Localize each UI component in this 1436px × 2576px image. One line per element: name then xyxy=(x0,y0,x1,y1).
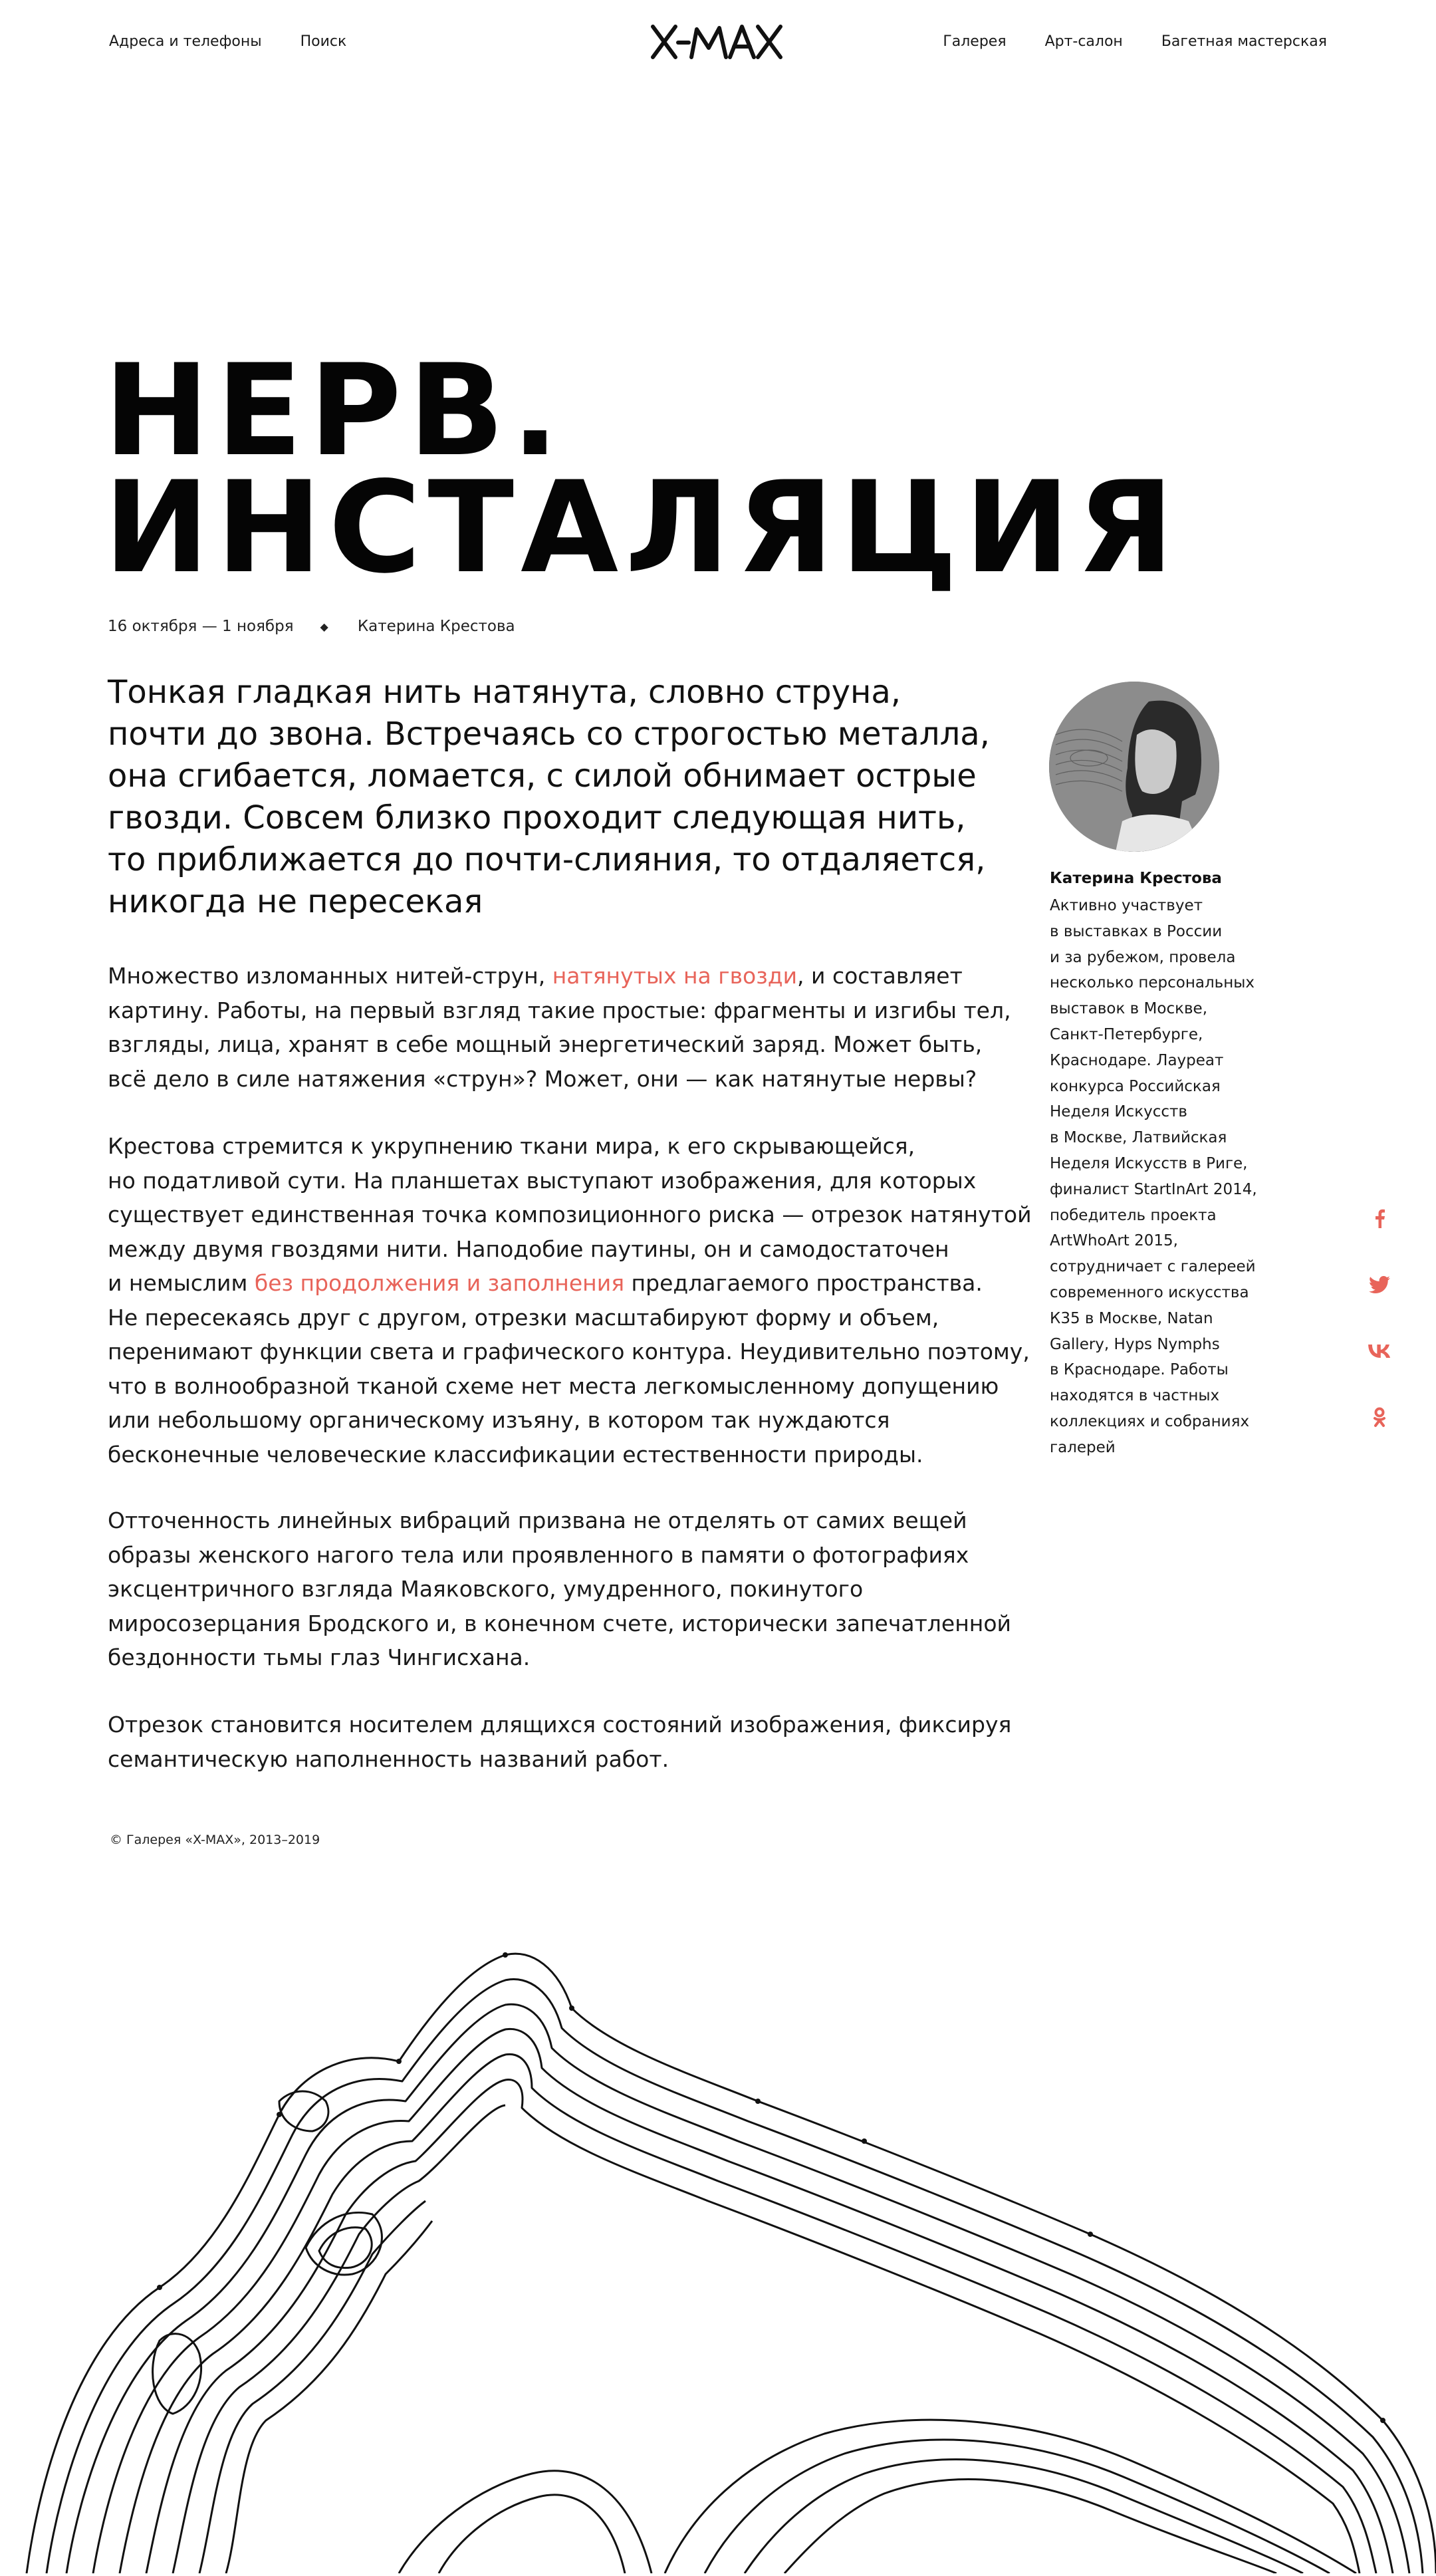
body-line: всё дело в силе натяжения «струн»? Может, они — как натянутые нервы? xyxy=(108,1065,977,1092)
body-line: или небольшому органическому изъяну, в котором так нуждаются xyxy=(108,1407,890,1433)
body-line: бездонности тьмы глаз Чингисхана. xyxy=(108,1644,531,1670)
body-paragraph-4 xyxy=(108,1708,1012,1776)
bio-line: коллекциях и собраниях xyxy=(1050,1412,1250,1430)
body-line: картину. Работы, на первый взгляд такие простые: фрагменты и изгибы тел, xyxy=(108,997,1011,1023)
bio-line: выставок в Москве, xyxy=(1050,1000,1208,1018)
body-line: эксцентричного взгляда Маяковского, умудренного, покинутого xyxy=(108,1576,864,1602)
text-fragment: предлагаемого пространства. xyxy=(624,1270,983,1296)
lead-paragraph xyxy=(108,672,990,923)
bio-line: в выставках в России xyxy=(1050,922,1223,940)
body-line: бесконечные человеческие классификации естественности природы. xyxy=(108,1441,923,1468)
x-max-logo-icon xyxy=(649,20,786,63)
body-paragraph-1 xyxy=(108,959,1011,1096)
body-paragraph-2 xyxy=(108,1129,1032,1472)
text-fragment: и немыслим xyxy=(108,1270,255,1296)
bio-line: конкурса Российская xyxy=(1050,1077,1221,1095)
nav-link-art-salon[interactable]: Арт-салон xyxy=(1044,33,1123,50)
nav-link-search[interactable]: Поиск xyxy=(300,33,347,50)
bio-line: Санкт-Петербурге, xyxy=(1050,1025,1203,1043)
twitter-icon[interactable] xyxy=(1368,1273,1391,1296)
body-line: перенимают функции света и графического контура. Неудивительно поэтому, xyxy=(108,1339,1030,1364)
bio-line: Gallery, Hyps Nymphs xyxy=(1050,1335,1220,1353)
logo[interactable] xyxy=(649,20,786,63)
author-avatar xyxy=(1049,682,1219,852)
author-name: Катерина Крестова xyxy=(1050,870,1222,887)
diamond-bullet-icon: ◆ xyxy=(320,620,328,633)
bio-line: Неделя Искусств в Риге, xyxy=(1050,1154,1248,1172)
bio-line: в Москве, Латвийская xyxy=(1050,1129,1227,1147)
body-line: Отточенность линейных вибраций призвана не отделять от самих вещей xyxy=(108,1507,967,1533)
text-fragment: Множество изломанных нитей-струн, xyxy=(108,963,552,989)
nav-link-addresses[interactable]: Адреса и телефоны xyxy=(109,33,262,50)
lead-line: почти до звона. Встречаясь со строгостью металла, xyxy=(108,715,990,753)
bio-line: финалист StartInArt 2014, xyxy=(1050,1180,1257,1198)
exhibition-dates: 16 октября — 1 ноября xyxy=(108,618,294,635)
nav-left xyxy=(109,33,346,50)
body-paragraph-3 xyxy=(108,1503,1011,1675)
bio-line: сотрудничает с галереей xyxy=(1050,1258,1256,1276)
vk-icon[interactable] xyxy=(1368,1340,1391,1362)
nav-right xyxy=(943,33,1327,50)
body-line: миросозерцания Бродского и, в конечном счете, исторически запечатленной xyxy=(108,1610,1011,1636)
link-without-continuation[interactable]: без продолжения и заполнения xyxy=(254,1270,625,1296)
body-line: семантическую наполненность названий работ. xyxy=(108,1745,669,1772)
body-line: образы женского нагого тела или проявленного в памяти о фотографиях xyxy=(108,1541,969,1568)
facebook-icon[interactable] xyxy=(1368,1207,1391,1229)
bio-line: современного искусства xyxy=(1050,1283,1249,1301)
body-line: взгляды, лица, хранят в себе мощный энергетический заряд. Может быть, xyxy=(108,1031,983,1057)
bio-line: в Краснодаре. Работы xyxy=(1050,1361,1229,1379)
lead-line: никогда не пересекая xyxy=(108,883,483,920)
body-line: но податливой сути. На планшетах выступают изображения, для которых xyxy=(108,1167,977,1194)
bio-line: ArtWhoArt 2015, xyxy=(1050,1232,1178,1250)
nav-link-framing-workshop[interactable]: Багетная мастерская xyxy=(1161,33,1327,50)
link-stretched-on-nails[interactable]: натянутых на гвозди xyxy=(552,963,798,989)
lead-line: она сгибается, ломается, с силой обнимает острые xyxy=(108,757,977,795)
body-line: Не пересекаясь друг с другом, отрезки масштабируют форму и объем, xyxy=(108,1304,939,1331)
bio-line: Активно участвует xyxy=(1050,897,1203,914)
social-share xyxy=(1368,1207,1391,1429)
body-line: Крестова стремится к укрупнению ткани мира, к его скрывающейся, xyxy=(108,1133,915,1159)
text-fragment: , и составляет xyxy=(797,963,963,989)
nav-link-gallery[interactable]: Галерея xyxy=(943,33,1007,50)
portrait-photo-icon xyxy=(1049,682,1219,852)
body-line: что в волнообразной тканой схеме нет места легкомысленному допущению xyxy=(108,1372,999,1399)
title-line-1: НЕРВ. xyxy=(104,337,566,484)
body-line: существует единственная точка композиционного риска — отрезок натянутой xyxy=(108,1202,1032,1227)
bio-line: победитель проекта xyxy=(1050,1206,1217,1224)
lead-line: гвозди. Совсем близко проходит следующая нить, xyxy=(108,799,966,837)
page-title xyxy=(104,337,1181,601)
bio-line: галерей xyxy=(1050,1438,1116,1456)
bio-line: находятся в частных xyxy=(1050,1387,1220,1405)
body-line: Отрезок становится носителем длящихся состояний изображения, фиксируя xyxy=(108,1712,1012,1738)
exhibition-artist: Катерина Крестова xyxy=(357,618,515,635)
copyright: © Галерея «X-MAX», 2013–2019 xyxy=(110,1833,320,1847)
lead-line: Тонкая гладкая нить натянута, словно струна, xyxy=(108,674,901,711)
bio-line: несколько персональных xyxy=(1050,974,1255,992)
body-line xyxy=(108,1266,983,1301)
artwork-image xyxy=(0,1875,1436,2573)
lead-line: то приближается до почти-слияния, то отдаляется, xyxy=(108,841,986,878)
string-art-face-icon xyxy=(0,1875,1436,2573)
exhibition-meta xyxy=(108,618,515,635)
body-line: между двумя гвоздями нити. Наподобие паутины, он и самодостаточен xyxy=(108,1235,949,1262)
bio-line: Неделя Искусств xyxy=(1050,1103,1187,1121)
bio-line: и за рубежом, провела xyxy=(1050,948,1236,966)
odnoklassniki-icon[interactable] xyxy=(1368,1406,1391,1429)
bio-line: К35 в Москве, Natan xyxy=(1050,1309,1213,1327)
bio-line: Краснодаре. Лауреат xyxy=(1050,1051,1224,1069)
body-line xyxy=(108,959,963,993)
author-bio xyxy=(1050,893,1269,1461)
title-line-2: ИНСТАЛЯЦИЯ xyxy=(104,454,1181,601)
site-header xyxy=(0,0,1436,86)
